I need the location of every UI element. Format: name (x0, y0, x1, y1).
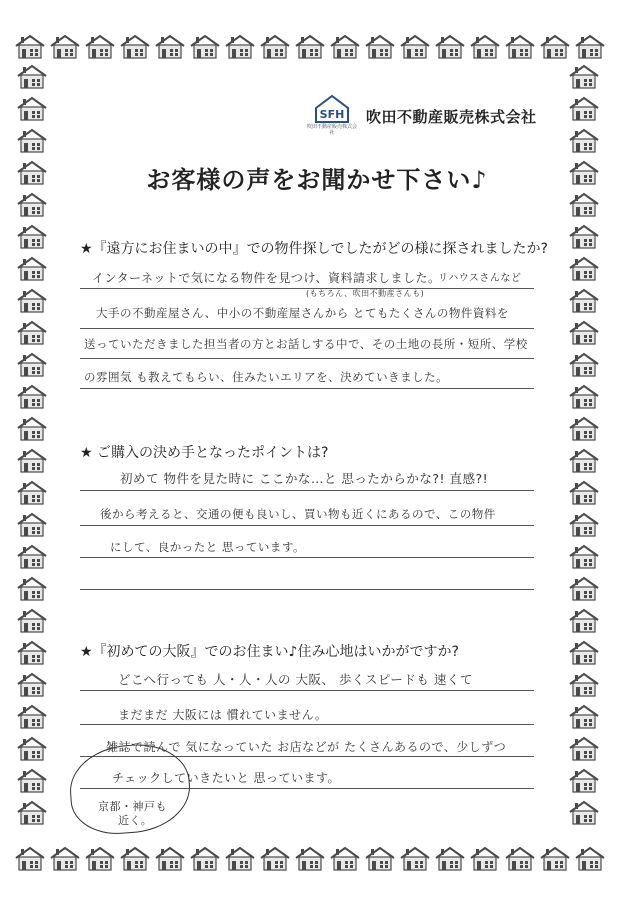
house-icon (16, 480, 48, 506)
house-icon (259, 846, 291, 872)
house-icon (224, 846, 256, 872)
house-icon (16, 704, 48, 730)
house-icon (16, 608, 48, 634)
house-icon (434, 846, 466, 872)
house-icon (49, 34, 81, 60)
house-icon (16, 640, 48, 666)
house-icon (539, 34, 571, 60)
house-icon (568, 224, 600, 250)
house-icon (16, 768, 48, 794)
page-title: お客様の声をお聞かせ下さい♪ (146, 166, 488, 194)
house-icon (568, 608, 600, 634)
house-icon (16, 576, 48, 602)
house-icon (568, 800, 600, 826)
house-icon (568, 192, 600, 218)
answer-line (80, 557, 534, 558)
house-icon (434, 34, 466, 60)
house-icon (154, 34, 186, 60)
house-icon (189, 846, 221, 872)
house-icon (568, 352, 600, 378)
house-icon (568, 576, 600, 602)
answer-1-line-2: 大手の不動産屋さん、中小の不動産屋さんから とてもたくさんの物件資料を (96, 306, 509, 320)
house-icon (294, 846, 326, 872)
question-3: ★『初めての大阪』でのお住まい♪住み心地はいかがですか? (80, 644, 459, 660)
house-icon (294, 34, 326, 60)
answer-1-line-3: 送っていただきました担当者の方とお話しする中で、その土地の長所・短所、学校 (84, 337, 528, 351)
border-bottom (14, 846, 606, 872)
answer-line (80, 690, 534, 691)
house-icon (16, 352, 48, 378)
house-icon (16, 384, 48, 410)
house-icon (568, 256, 600, 282)
house-icon (568, 704, 600, 730)
house-icon (568, 640, 600, 666)
house-icon (568, 480, 600, 506)
question-1: ★『遠方にお住まいの中』での物件探しでしたがどの様に探されましたか? (80, 241, 548, 257)
house-icon (16, 128, 48, 154)
house-icon (568, 512, 600, 538)
house-icon (568, 672, 600, 698)
answer-line (80, 724, 534, 725)
house-icon (224, 34, 256, 60)
house-icon (364, 34, 396, 60)
answer-2-line-2: 後から考えると、交通の便も良いし、買い物も近くにあるので、この物件 (100, 507, 496, 521)
house-icon (568, 128, 600, 154)
answer-line (80, 358, 534, 359)
house-icon (16, 64, 48, 90)
house-icon (259, 34, 291, 60)
house-icon (574, 846, 606, 872)
house-icon (16, 192, 48, 218)
company-name: 吹田不動産販売株式会社 (366, 108, 537, 126)
answer-3-note-2: 近く。 (118, 814, 153, 827)
answer-1-note: (もちろん、吹田不動産さんも) (306, 289, 425, 298)
house-icon (119, 846, 151, 872)
logo-subtext: 吹田不動産販売株式会社 (306, 124, 357, 136)
answer-1-line-1b: リハウスさんなど (438, 273, 522, 284)
house-icon (469, 34, 501, 60)
house-icon (399, 34, 431, 60)
house-icon (16, 544, 48, 570)
house-icon (84, 34, 116, 60)
house-icon (16, 672, 48, 698)
answer-1-line-1: インターネットで気になる物件を見つけ、資料請求しました。 (92, 271, 441, 285)
logo-text: SFH (319, 108, 345, 121)
house-icon (568, 96, 600, 122)
house-icon (16, 320, 48, 346)
house-icon (568, 736, 600, 762)
answer-line (80, 589, 534, 590)
answer-1-line-4: の雰囲気 も教えてもらい、住みたいエリアを、決めていきました。 (84, 370, 449, 384)
house-icon (16, 736, 48, 762)
house-icon (189, 34, 221, 60)
answer-line (80, 525, 534, 526)
answer-3-line-2: まだまだ 大阪には 慣れていません。 (118, 708, 328, 722)
house-icon (568, 384, 600, 410)
house-icon (49, 846, 81, 872)
answer-2-line-3: にして、良かったと 思っています。 (110, 540, 306, 554)
house-icon (16, 416, 48, 442)
house-icon (568, 768, 600, 794)
answer-line (80, 490, 534, 491)
house-icon (539, 846, 571, 872)
house-icon (364, 846, 396, 872)
house-icon (16, 448, 48, 474)
answer-3-line-3: 雑誌で読んで 気になっていた お店などが たくさんあるので、少しずつ (106, 740, 507, 754)
answer-line (80, 388, 534, 389)
answer-3-line-1: どこへ行っても 人・人・人の 大阪、 歩くスピードも 速くて (118, 672, 473, 687)
answer-2-line-1: 初めて 物件を見た時に ここかな…と 思ったからかな?! 直感?! (120, 471, 489, 486)
answer-3-line-4: チェックしていきたいと 思っています。 (112, 771, 340, 785)
house-icon (568, 448, 600, 474)
house-icon (469, 846, 501, 872)
house-icon (16, 256, 48, 282)
house-icon (16, 288, 48, 314)
house-icon (119, 34, 151, 60)
answer-3-note-1: 京都・神戸も (98, 800, 167, 813)
house-icon (16, 512, 48, 538)
house-icon (568, 544, 600, 570)
house-icon (154, 846, 186, 872)
house-icon (329, 846, 361, 872)
house-icon (84, 846, 116, 872)
house-icon (568, 320, 600, 346)
house-icon (16, 96, 48, 122)
house-icon (568, 288, 600, 314)
question-2: ★ ご購入の決め手となったポイントは? (80, 445, 329, 461)
house-icon (568, 416, 600, 442)
house-icon (574, 34, 606, 60)
house-icon (14, 846, 46, 872)
house-icon (504, 34, 536, 60)
border-top (14, 34, 606, 60)
house-icon (504, 846, 536, 872)
house-icon (14, 34, 46, 60)
house-icon (16, 224, 48, 250)
house-icon (399, 846, 431, 872)
house-icon (568, 64, 600, 90)
house-icon (329, 34, 361, 60)
answer-line (80, 328, 534, 329)
house-icon (16, 800, 48, 826)
